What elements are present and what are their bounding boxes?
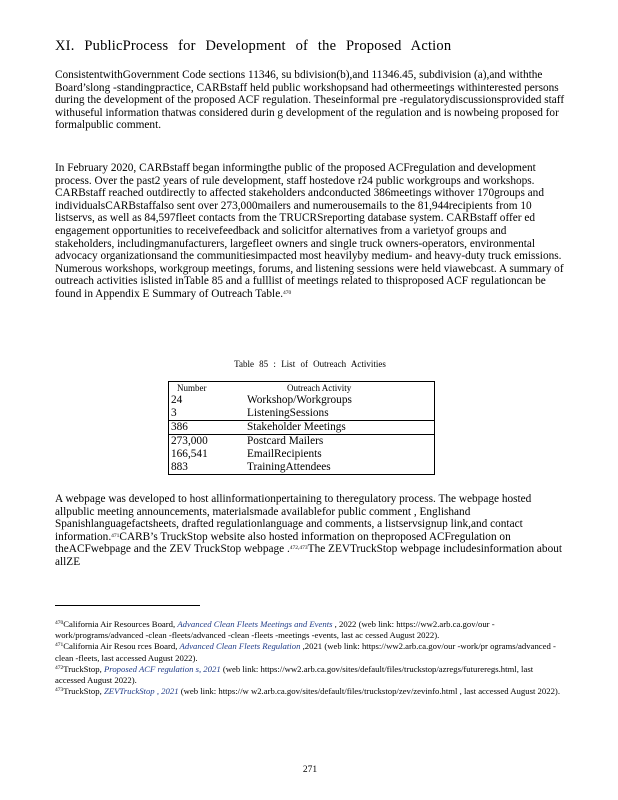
table-row (169, 435, 435, 449)
cell-activity: EmailRecipients (247, 448, 322, 460)
footnote-link-text: , 2022 (web link: https://ww2.arb.ca.gov/our -work/programs/advanced -clean -fleets/advanced -clean -fleets -meetings -events, last ac cessed August 2022). (55, 619, 495, 641)
footnote-author: California Air Resou rces Board, (63, 641, 180, 652)
table-row (169, 407, 435, 421)
footnote-link-text: (web link: https://ww2.arb.ca.gov/sites/default/files/truckstop/azregs/futureregs.html, last accessed August 2022). (55, 663, 534, 686)
table-row (169, 394, 435, 407)
footnote-number: 470 (55, 620, 64, 626)
footnote-ref-471: 471 (111, 532, 120, 539)
cell-number: 166,541 (171, 448, 208, 460)
cell-activity: Postcard Mailers (247, 435, 435, 449)
footnote-author: TruckStop, (63, 686, 104, 697)
table-caption: Table 85 : List of Outreach Activities (234, 359, 386, 369)
paragraph-webpage-text-a: A webpage was developed to host allinformationpertaining to theregulatory process. The webpage hosted allpublic meeting announcements, materialsmade availablefor public comment , Englishand Spanishlanguagefactsheets, drafted regulationlanguage and comments, a listservsignup link,and contact information. (55, 493, 532, 543)
footnote-number: 473 (55, 687, 64, 694)
footnote-title-link[interactable]: Advanced Clean Fleets Meetings and Events (177, 619, 333, 629)
footnote (55, 619, 565, 641)
outreach-activities-table (168, 381, 435, 475)
footnote-author: California Air Resources Board, (63, 619, 178, 629)
cell-number: 386 (169, 421, 248, 435)
table-header-row (169, 382, 435, 395)
footnote-author: TruckStop, (63, 663, 104, 674)
footnote-ref-472-473: 472,473 (289, 545, 308, 552)
header-number: Number (177, 383, 207, 393)
footnote (55, 641, 565, 663)
footnote-title-link[interactable]: Advanced Clean Fleets Regulation (179, 641, 301, 652)
footnote-link-text: (web link: https://w w2.arb.ca.gov/sites/default/files/truckstop/zev/zevinfo.html , last accessed August 2022). (178, 686, 560, 697)
cell-number: 3 (171, 407, 177, 419)
paragraph-consistency: ConsistentwithGovernment Code sections 11346, su bdivision(b),and 11346.45, subdivision (a),and withthe Board’slong -standingpractice, CARBstaff held public workshopsand had othermeetings withinterested persons during the development of the proposed ACF regulation. Theseinformal pre -regulatorydiscussionsprovided staff withuseful information thatwas considered durin g development of the regulation and is nowbeing proposed for formalpublic comment. (55, 69, 565, 132)
footnotes (55, 619, 565, 697)
table-row (169, 461, 435, 475)
cell-activity: Workshop/Workgroups (247, 394, 352, 406)
section-heading: XI. PublicProcess for Development of the Proposed Action (55, 38, 452, 54)
footnote-title-link[interactable]: Proposed ACF regulation s, 2021 (103, 663, 221, 674)
footnote-ref-470: 470 (283, 289, 292, 296)
cell-activity: Stakeholder Meetings (247, 421, 435, 435)
cell-activity: TrainingAttendees (247, 461, 331, 473)
footnote-link-text: ,2021 (web link: https://ww2.arb.ca.gov/our -work/pr ograms/advanced -clean -fleets, last accessed August 2022). (55, 641, 556, 663)
header-activity: Outreach Activity (287, 383, 352, 393)
footnote (55, 664, 565, 686)
cell-number: 883 (171, 461, 188, 473)
paragraph-webpage-text-b: CARB’s TruckStop website also hosted information on theproposed ACFregulation on theACFwebpage and the ZEV TruckStop webpage . (55, 530, 511, 556)
paragraph-outreach-text: In February 2020, CARBstaff began informingthe public of the proposed ACFregulation and development process. Over the past2 years of rule development, staff hostedove r24 public workgroups and workshops. CARBstaff reached outdirectly to affected stakeholders andconducted 386meetings withover 170groups and individualsCARBstaffalso sent over 273,000mailers and numerousemails to the 81,944recipients from 10 listservs, as well as 84,597fleet contacts from the TRUCRSreporting database system. CARBstaff offer ed engagement opportunities to receivefeedback and solicitfor alternatives from a varietyof groups and stakeholders, includingmanufacturers, largefleet owners and single truck owners-operators, environmental advocacy organizationsand the communitiesimpacted most heavilyby medium- and heavy-duty truck emissions. Numerous workshops, workgroup meetings, forums, and listening sessions were held viawebcast. A summary of outreach activities islisted inTable 85 and a fulllist of meetings related to thisproposed ACF regulationcan be found in Appendix E Summary of Outreach Table. (55, 162, 564, 300)
cell-activity: ListeningSessions (247, 407, 329, 419)
paragraph-webpage (55, 493, 565, 569)
footnote-title-link[interactable]: ZEVTruckStop , 2021 (103, 686, 179, 697)
cell-number: 273,000 (169, 435, 248, 449)
cell-number: 24 (171, 394, 183, 406)
footnote-divider (55, 605, 200, 606)
table-row (169, 421, 435, 435)
footnote-number: 471 (55, 642, 64, 649)
footnote (55, 686, 565, 697)
page-number: 271 (302, 765, 318, 775)
paragraph-outreach (55, 162, 565, 301)
footnote-number: 472 (55, 664, 64, 671)
table-row (169, 448, 435, 461)
paragraph-webpage-text-c: The ZEVTruckStop webpage includesinformation about allZE (55, 543, 563, 568)
